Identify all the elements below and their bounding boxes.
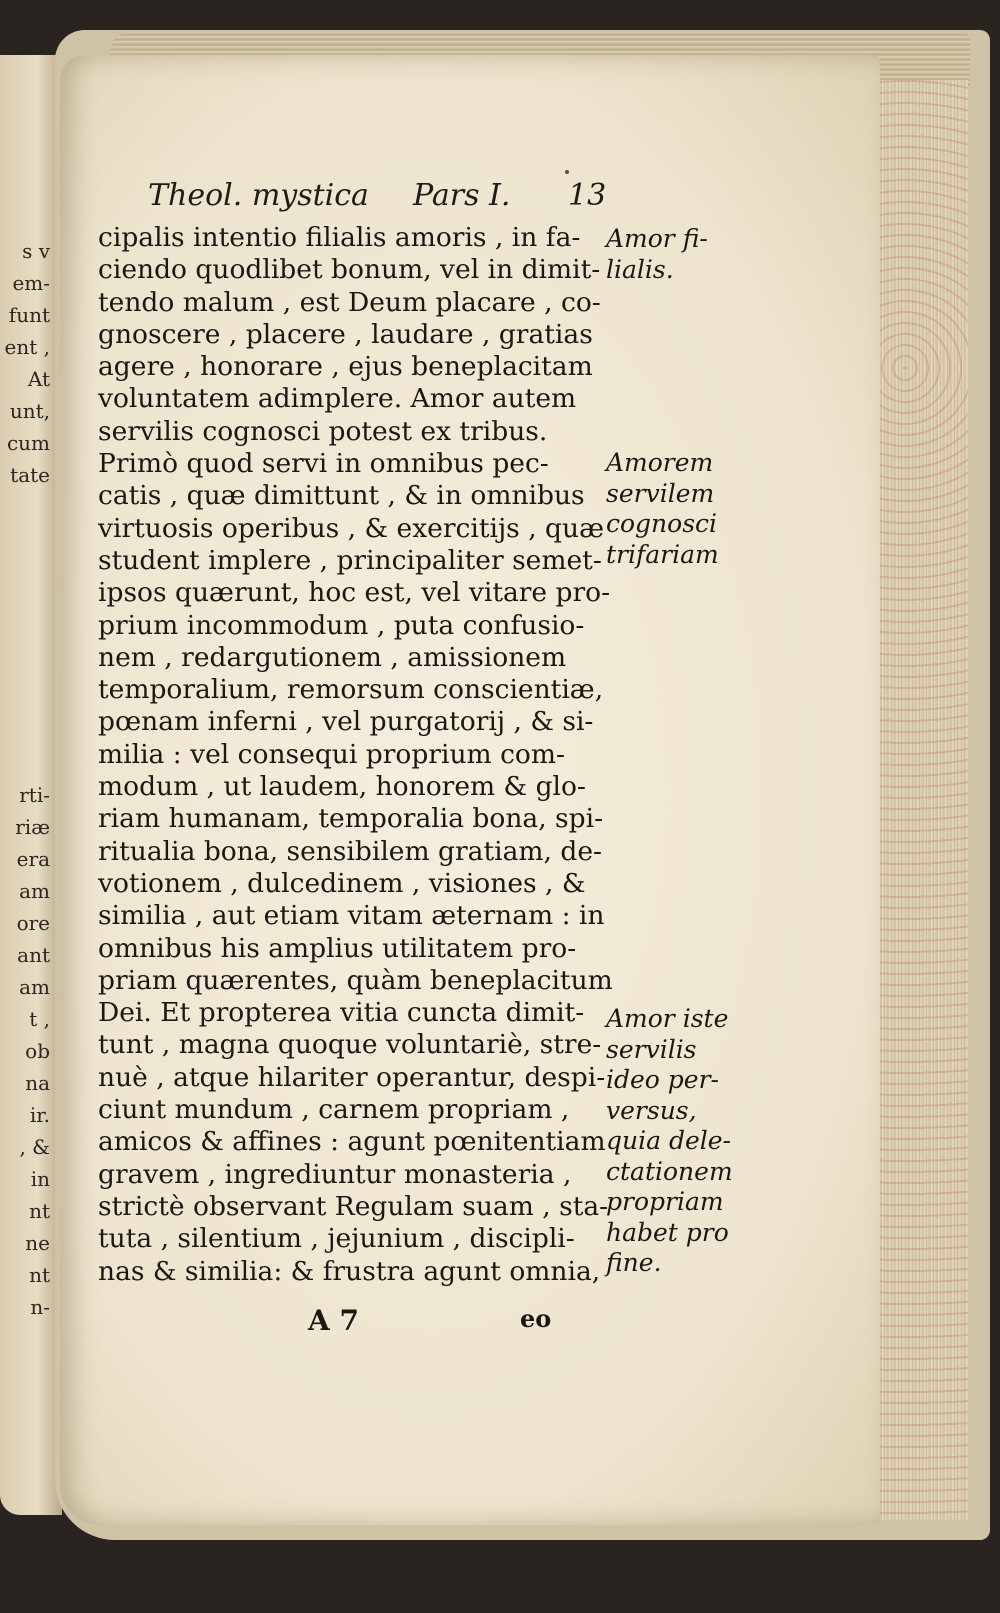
- marginal-note-amorem-servilem: [606, 448, 756, 570]
- marginal-note-line: ideo per-: [606, 1065, 719, 1094]
- previous-page-fragment: ne: [25, 1231, 50, 1255]
- previous-page-fragment: am: [19, 879, 50, 903]
- previous-page-fragment: [0, 747, 50, 779]
- previous-page-fragment: t ,: [29, 1007, 50, 1031]
- text-line: gnoscere , placere , laudare , gratias: [98, 318, 593, 350]
- text-line: agere , honorare , ejus beneplacitam: [98, 351, 593, 383]
- previous-page-fragment: na: [25, 1071, 50, 1095]
- marginal-note-line: ctationem: [606, 1156, 733, 1186]
- previous-page-fragment: tate: [10, 463, 50, 487]
- page-number: 13: [568, 178, 607, 213]
- previous-page-fragment: em-: [12, 271, 50, 295]
- previous-page-text-edge: [0, 235, 50, 1323]
- marginal-note-line: lialis.: [606, 254, 674, 284]
- previous-page-fragment: cum: [6, 431, 50, 455]
- text-line: virtuosis operibus , & exercitijs , quæ: [98, 512, 604, 544]
- previous-page-fragment: era: [16, 847, 50, 871]
- marginal-note-line: servilis: [606, 1034, 697, 1064]
- text-line: tunt , magna quoque voluntariè, stre-: [98, 1029, 602, 1061]
- previous-page-fragment: riæ: [15, 815, 50, 839]
- previous-page-fragment: [0, 555, 50, 587]
- text-line: student implere , principaliter semet-: [98, 544, 602, 576]
- text-line: prium incommodum , puta confusio-: [98, 609, 585, 641]
- running-head-title: Theol. mystica: [148, 178, 369, 213]
- text-line: cipalis intentio filialis amoris , in fa-: [98, 222, 581, 253]
- previous-page-fragment: [0, 587, 50, 619]
- previous-page-fragment: funt: [8, 303, 50, 327]
- text-line: nuè , atque hilariter operantur, despi-: [98, 1061, 606, 1093]
- text-line: votionem , dulcedinem , visiones , &: [98, 867, 586, 899]
- body-text: [98, 222, 613, 1288]
- marginal-note-line: Amorem: [606, 448, 714, 477]
- previous-page-fragment: [0, 491, 50, 523]
- text-line: strictè observant Regulam suam , sta-: [98, 1190, 609, 1222]
- text-line: ciunt mundum , carnem propriam ,: [98, 1094, 570, 1126]
- text-line: Dei. Et propterea vitia cuncta dimit-: [98, 997, 585, 1029]
- previous-page-fragment: [0, 683, 50, 715]
- text-line: voluntatem adimplere. Amor autem: [98, 383, 577, 415]
- text-line: tendo malum , est Deum placare , co-: [98, 286, 601, 318]
- text-line: omnibus his amplius utilitatem pro-: [98, 932, 577, 964]
- text-line: tuta , silentium , jejunium , discipli-: [98, 1223, 575, 1255]
- book-fore-edge: [878, 80, 968, 1520]
- previous-page-fragment: am: [19, 975, 50, 999]
- marginal-note-amor-iste-servilis: [606, 1004, 756, 1279]
- previous-page-fragment: ant: [17, 943, 50, 967]
- previous-page-fragment: n-: [30, 1295, 50, 1319]
- text-line: riam humanam, temporalia bona, spi-: [98, 803, 604, 835]
- text-line: pœnam inferni , vel purgatorij , & si-: [98, 706, 594, 738]
- paper-speck: [565, 170, 569, 174]
- previous-page-fragment: [0, 715, 50, 747]
- previous-page-fragment: [0, 523, 50, 555]
- marginal-note-line: cognosci: [606, 509, 718, 538]
- catchword: eo: [520, 1304, 552, 1333]
- running-head-part: Pars I.: [413, 178, 511, 213]
- running-head: [148, 178, 618, 218]
- previous-page-fragment: nt: [29, 1199, 50, 1223]
- text-line: ipsos quærunt, hoc est, vel vitare pro-: [98, 577, 611, 609]
- previous-page-fragment: [0, 651, 50, 683]
- previous-page-fragment: ob: [25, 1039, 50, 1063]
- text-line: servilis cognosci potest ex tribus.: [98, 415, 548, 447]
- marginal-note-line: Amor fi-: [606, 224, 708, 253]
- previous-page-fragment: rti-: [19, 783, 50, 807]
- text-line: ciendo quodlibet bonum, vel in dimit-: [98, 254, 601, 286]
- previous-page-fragment: ent ,: [4, 335, 50, 359]
- previous-page-fragment: , &: [19, 1135, 50, 1159]
- text-line: catis , quæ dimittunt , & in omnibus: [98, 480, 585, 512]
- text-line: gravem , ingrediuntur monasteria ,: [98, 1158, 572, 1190]
- marginal-note-line: propriam: [606, 1187, 724, 1216]
- marginal-note-line: versus,: [606, 1095, 697, 1125]
- text-line: milia : vel consequi proprium com-: [98, 738, 565, 770]
- previous-page-fragment: ore: [16, 911, 50, 935]
- marginal-note-line: servilem: [606, 478, 715, 508]
- previous-page-fragment: unt,: [9, 399, 50, 423]
- text-line: modum , ut laudem, honorem & glo-: [98, 771, 586, 803]
- text-line: Primò quod servi in omnibus pec-: [98, 448, 549, 480]
- marginal-note-line: Amor iste: [606, 1004, 729, 1033]
- signature-mark: A 7: [308, 1304, 359, 1337]
- text-line: nas & similia: & frustra agunt omnia,: [98, 1255, 601, 1287]
- previous-page-fragment: s v: [22, 239, 50, 263]
- text-line: priam quærentes, quàm beneplacitum: [98, 964, 613, 996]
- text-line: temporalium, remorsum conscientiæ,: [98, 674, 604, 706]
- marginal-note-amor-filialis: [606, 224, 756, 285]
- marginal-note-line: quia dele-: [606, 1126, 731, 1155]
- previous-page-fragment: [0, 619, 50, 651]
- marginal-note-line: trifariam: [606, 539, 719, 569]
- previous-page-fragment: nt: [29, 1263, 50, 1287]
- text-line: similia , aut etiam vitam æternam : in: [98, 900, 605, 932]
- marginal-note-line: habet pro: [606, 1217, 729, 1247]
- text-line: nem , redargutionem , amissionem: [98, 641, 567, 673]
- previous-page-fragment: ir.: [29, 1103, 50, 1127]
- text-line: amicos & affines : agunt pœnitentiam: [98, 1126, 606, 1158]
- previous-page-fragment: At: [27, 367, 50, 391]
- text-line: ritualia bona, sensibilem gratiam, de-: [98, 835, 602, 867]
- previous-page: [0, 55, 62, 1515]
- marginal-note-line: fine.: [606, 1248, 662, 1277]
- previous-page-fragment: in: [30, 1167, 50, 1191]
